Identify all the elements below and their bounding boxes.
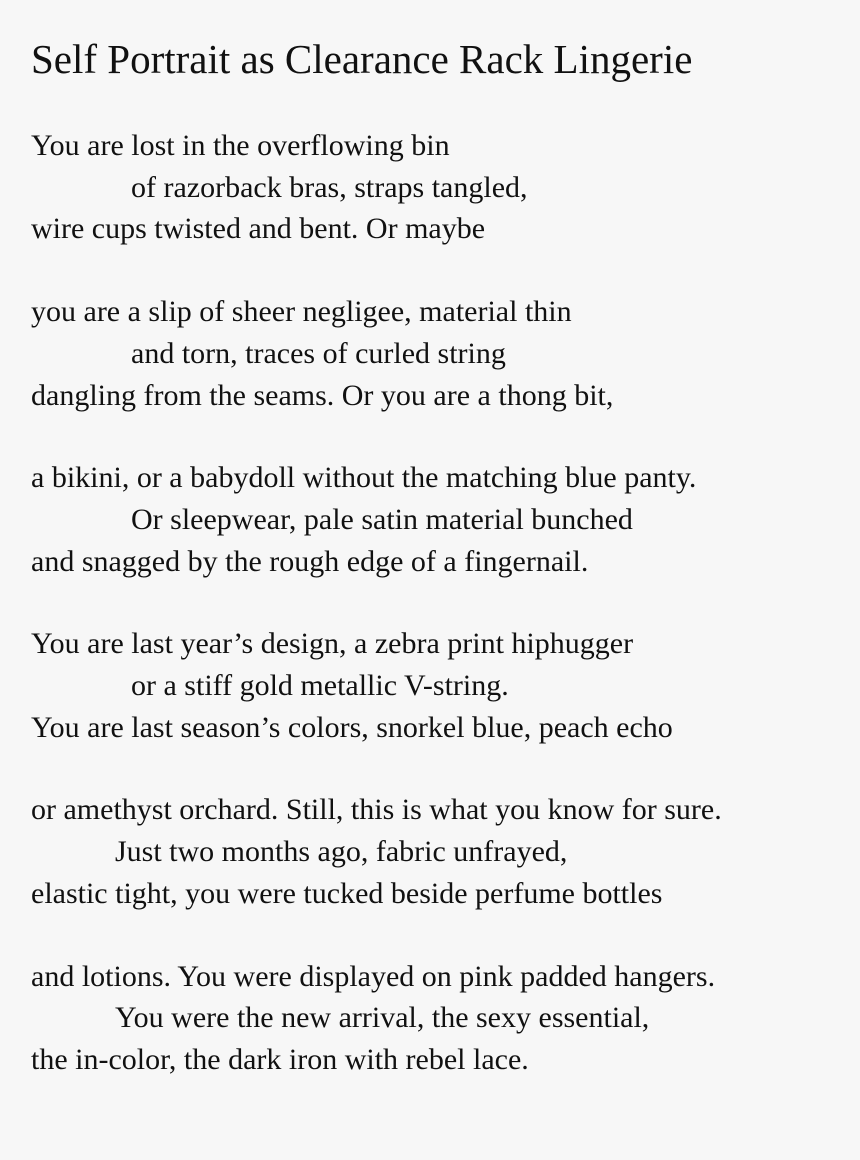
stanza-3 (31, 457, 851, 582)
poem-line: or amethyst orchard. Still, this is what you know for sure. (31, 793, 722, 827)
stanza-2 (31, 291, 851, 416)
poem-line-indented: You were the new arrival, the sexy essential, (115, 1001, 650, 1035)
poem-line: you are a slip of sheer negligee, material thin (31, 295, 572, 329)
stanza-1 (31, 125, 851, 250)
poem-line: You are lost in the overflowing bin (31, 129, 450, 162)
poem-line: the in-color, the dark iron with rebel lace. (31, 1042, 529, 1076)
poem-line: and lotions. You were displayed on pink padded hangers. (31, 959, 716, 993)
poem-line: and snagged by the rough edge of a fingernail. (31, 544, 589, 578)
poem-body (31, 125, 851, 1122)
stanza-5 (31, 789, 851, 914)
poem-line: a bikini, or a babydoll without the matching blue panty. (31, 461, 697, 495)
poem-line-indented: or a stiff gold metallic V-string. (131, 669, 509, 703)
poem-title: Self Portrait as Clearance Rack Lingerie (31, 36, 693, 82)
poem-line-indented: of razorback bras, straps tangled, (131, 170, 528, 204)
poem-line: You are last year’s design, a zebra print hiphugger (31, 627, 634, 661)
poem-line-indented: Or sleepwear, pale satin material bunched (131, 502, 633, 536)
stanza-6 (31, 956, 851, 1081)
poem-line: elastic tight, you were tucked beside perfume bottles (31, 876, 663, 910)
poem-line: wire cups twisted and bent. Or maybe (31, 212, 486, 246)
poem-line: dangling from the seams. Or you are a thong bit, (31, 378, 614, 412)
poem-line-indented: Just two months ago, fabric unfrayed, (115, 835, 568, 869)
poem-line: You are last season’s colors, snorkel blue, peach echo (31, 710, 673, 744)
poem-line-indented: and torn, traces of curled string (131, 336, 506, 370)
stanza-4 (31, 623, 851, 748)
